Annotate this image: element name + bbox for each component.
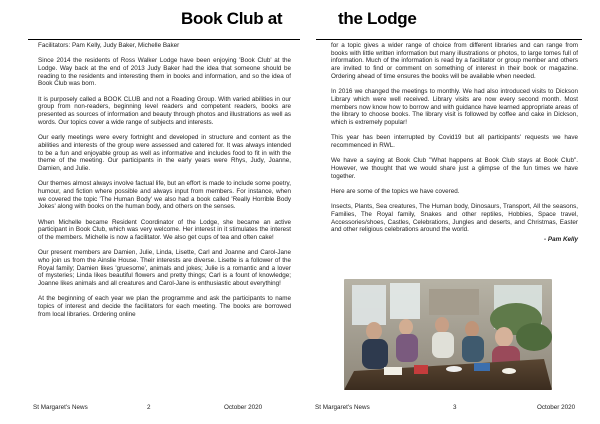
footer-page-number-left: 2	[147, 404, 151, 411]
paragraph: In 2016 we changed the meetings to monthly. We had also introduced visits to Dickson Library which were well received. Library visits are now every second month. Most members now know how to borrow and with guidance have learned appropriate areas of the library to choose books. The library visit is followed by coffee and cake in Dickson, which is extremely popular!	[331, 88, 578, 126]
paragraph: We have a saying at Book Club "What happens at Book Club stays at Book Club". However, we thought that we would share just a glimpse of the fun times we have together.	[331, 157, 578, 180]
right-column	[331, 42, 578, 251]
page-title-right: the Lodge	[338, 9, 417, 28]
paragraph: Our themes almost always involve factual life, but an effort is made to include some poetry, humour, and fiction where possible and always input from members. For instance, when we covered the topic 'The Human Body' we also had a book called 'Really Horrible Body Jokes' along with books on the human body, and others on the senses.	[38, 180, 291, 211]
facilitators-line: Facilitators: Pam Kelly, Judy Baker, Michelle Baker	[38, 42, 180, 49]
book-club-photo	[344, 279, 552, 390]
paragraph: Our present members are Damien, Julie, Linda, Lisette, Carl and Joanne and Carol-Jane who join us from the Ainslie House. Their interests are diverse. Lisette is a follower of the Royal family; Damien likes 'gruesome', animals and jokes; Julie is a romantic and a lover of mysteries; Linda likes beautiful flowers and pretty things; Carl is a fount of knowledge; Joanne likes animals and all creatures and Carol-Jane is enthusiastic about everything!	[38, 249, 291, 288]
paragraph: Our early meetings were every fortnight and developed in structure and content as the abilities and interests of the group were assessed and catered for. It was always intended to be a fun and enjoyable group as well as informative and includes food to fit in with the theme of the meeting. Our participants in the early years were Rhys, Judy, Joanne, Damien, and Julie.	[38, 134, 291, 172]
left-column	[38, 42, 291, 326]
topics-list: Insects, Plants, Sea creatures, The Human body, Dinosaurs, Transport, All the seasons, Families, The Royal family, Snakes and other reptiles, Hobbies, Space travel, Accessories/shoes, Castles, Celebrations, Jungles and deserts, and Christmas, Easter and other religious celebrations around the world.	[331, 203, 578, 234]
footer-page-number-right: 3	[453, 404, 457, 411]
paragraph: Since 2014 the residents of Ross Walker Lodge have been enjoying 'Book Club' at the Lodge. Way back at the end of 2013 Judy Baker had the idea that someone should be reading to the residents and interesting them in books and information, and so the idea of Book Club was born.	[38, 57, 291, 88]
paragraph: At the beginning of each year we plan the programme and ask the participants to name topics of interest and decide the facilitators for each meeting. The books are borrowed from local libraries. Ordering online	[38, 295, 291, 318]
paragraph: This year has been interrupted by Covid19 but all participants' requests we have recommenced in RWL.	[331, 134, 578, 149]
paragraph: for a topic gives a wider range of choice from different libraries and can range from books with little written information but many illustrations or photos, to large tomes full of information. Much of the information is read by a facilitator or group member and others are invited to find or comment on something of interest in their book or magazine. Ordering ahead of time ensures the books will be available when needed.	[331, 42, 578, 80]
footer-publication-left: St Margaret's News	[33, 404, 88, 411]
author-signature: - Pam Kelly	[544, 236, 578, 244]
page-title-left: Book Club at	[181, 9, 283, 28]
paragraph: Here are some of the topics we have covered.	[331, 187, 460, 195]
header-rule-right	[316, 39, 582, 40]
footer-publication-right: St Margaret's News	[315, 404, 370, 411]
footer-date-right: October 2020	[537, 404, 576, 411]
group-photo-illustration	[344, 279, 552, 390]
header-rule-left	[28, 39, 300, 40]
footer-date-left: October 2020	[224, 404, 263, 411]
paragraph: When Michelle became Resident Coordinator of the Lodge, she became an active participant in Book Club, which was very welcome. Her interest in it stimulates the interest of the members. Michelle is now a facilitator. We also get cups of tea and often cake!	[38, 218, 291, 242]
paragraph: It is purposely called a BOOK CLUB and not a Reading Group. With varied abilities in our group from non-readers, beginning level readers and competent readers, books are presented as sources of information and beauty through photos and illustrations as well as words. Our topics cover a wide range of subjects and interests.	[38, 95, 291, 126]
